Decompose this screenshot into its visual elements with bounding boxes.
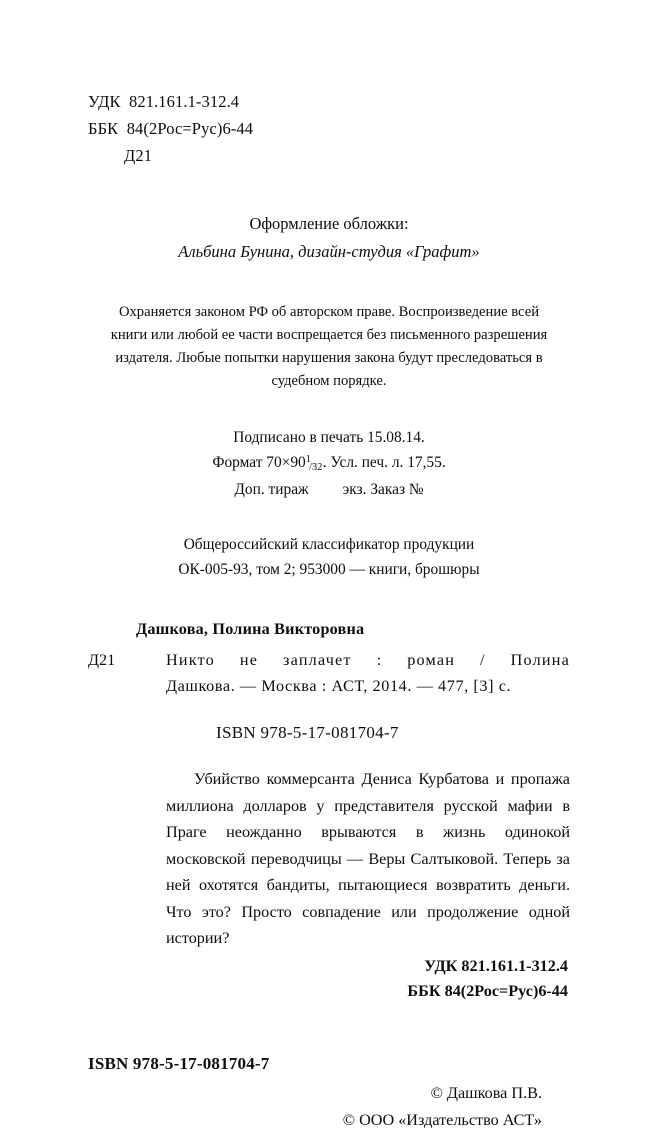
- isbn-bottom: ISBN 978-5-17-081704-7: [88, 1053, 270, 1073]
- copyright-block: [88, 1080, 570, 1134]
- bib-title-line: Никто не заплачет : роман / Полина: [166, 650, 570, 669]
- extra-print-run: Доп. тираж: [234, 481, 309, 498]
- classification-block: [88, 88, 570, 169]
- print-run-line: [88, 477, 570, 502]
- format-suffix: . Усл. печ. л. 17,55.: [322, 454, 446, 471]
- legal-notice: Охраняется законом РФ об авторском праве. Воспроизведение всей книги или любой ее части воспрещается без письменного разрешения издателя. Любые попытки нарушения закона будут преследоваться в судебном порядке.: [110, 304, 548, 389]
- bib-imprint-line: Дашкова. — Москва : АСТ, 2014. — 477, [3] с.: [166, 677, 512, 695]
- bib-body: [88, 647, 570, 700]
- format-numerator: 1: [305, 454, 311, 465]
- annotation-text: Убийство коммерсанта Дениса Курбатова и пропажа миллиона долларов у представителя русской мафии в Праге неожданно врываются в жизнь одинокой московской переводчицы — Веры Салтыковой. Теперь за ней охотятся бандиты, пытающиеся возвратить деньги. Что это? Просто совпадение или продолжение одной истории?: [166, 770, 570, 947]
- author-sign: Д21: [124, 146, 153, 165]
- signed-to-print: Подписано в печать 15.08.14.: [233, 429, 425, 446]
- format-denominator: /32: [309, 462, 323, 473]
- format-line: [88, 450, 570, 477]
- copyright-publisher: © ООО «Издательство АСТ»: [342, 1110, 542, 1129]
- copyright-author: © Дашкова П.В.: [430, 1083, 542, 1102]
- cover-design-credit: Альбина Бунина, дизайн-студия «Графит»: [178, 242, 480, 261]
- format-fraction: [306, 450, 323, 477]
- bbk-code-repeat: ББК 84(2Рос=Рус)6-44: [407, 981, 568, 1000]
- technical-imprint: [88, 425, 570, 502]
- cover-design-label: Оформление обложки:: [249, 214, 409, 233]
- classifier-line-2: ОК-005-93, том 2; 953000 — книги, брошюры: [178, 561, 480, 578]
- annotation-block: [88, 766, 570, 952]
- classification-repeat: [88, 954, 570, 1004]
- udk-code-repeat: УДК 821.161.1-312.4: [424, 956, 568, 975]
- bib-author-sign: Д21: [88, 650, 116, 669]
- cover-design-block: [88, 211, 570, 265]
- bibliographic-record: [88, 616, 570, 746]
- copies-order: экз. Заказ №: [342, 481, 424, 498]
- bib-author: Дашкова, Полина Викторовна: [136, 620, 365, 638]
- bbk-code: ББК 84(2Рос=Рус)6-44: [88, 119, 254, 138]
- format-prefix: Формат 70×90: [212, 454, 306, 471]
- classifier-line-1: Общероссийский классификатор продукции: [183, 536, 475, 553]
- isbn-primary: ISBN 978-5-17-081704-7: [216, 722, 399, 742]
- product-classifier: [88, 532, 570, 582]
- udk-code: УДК 821.161.1-312.4: [88, 92, 240, 111]
